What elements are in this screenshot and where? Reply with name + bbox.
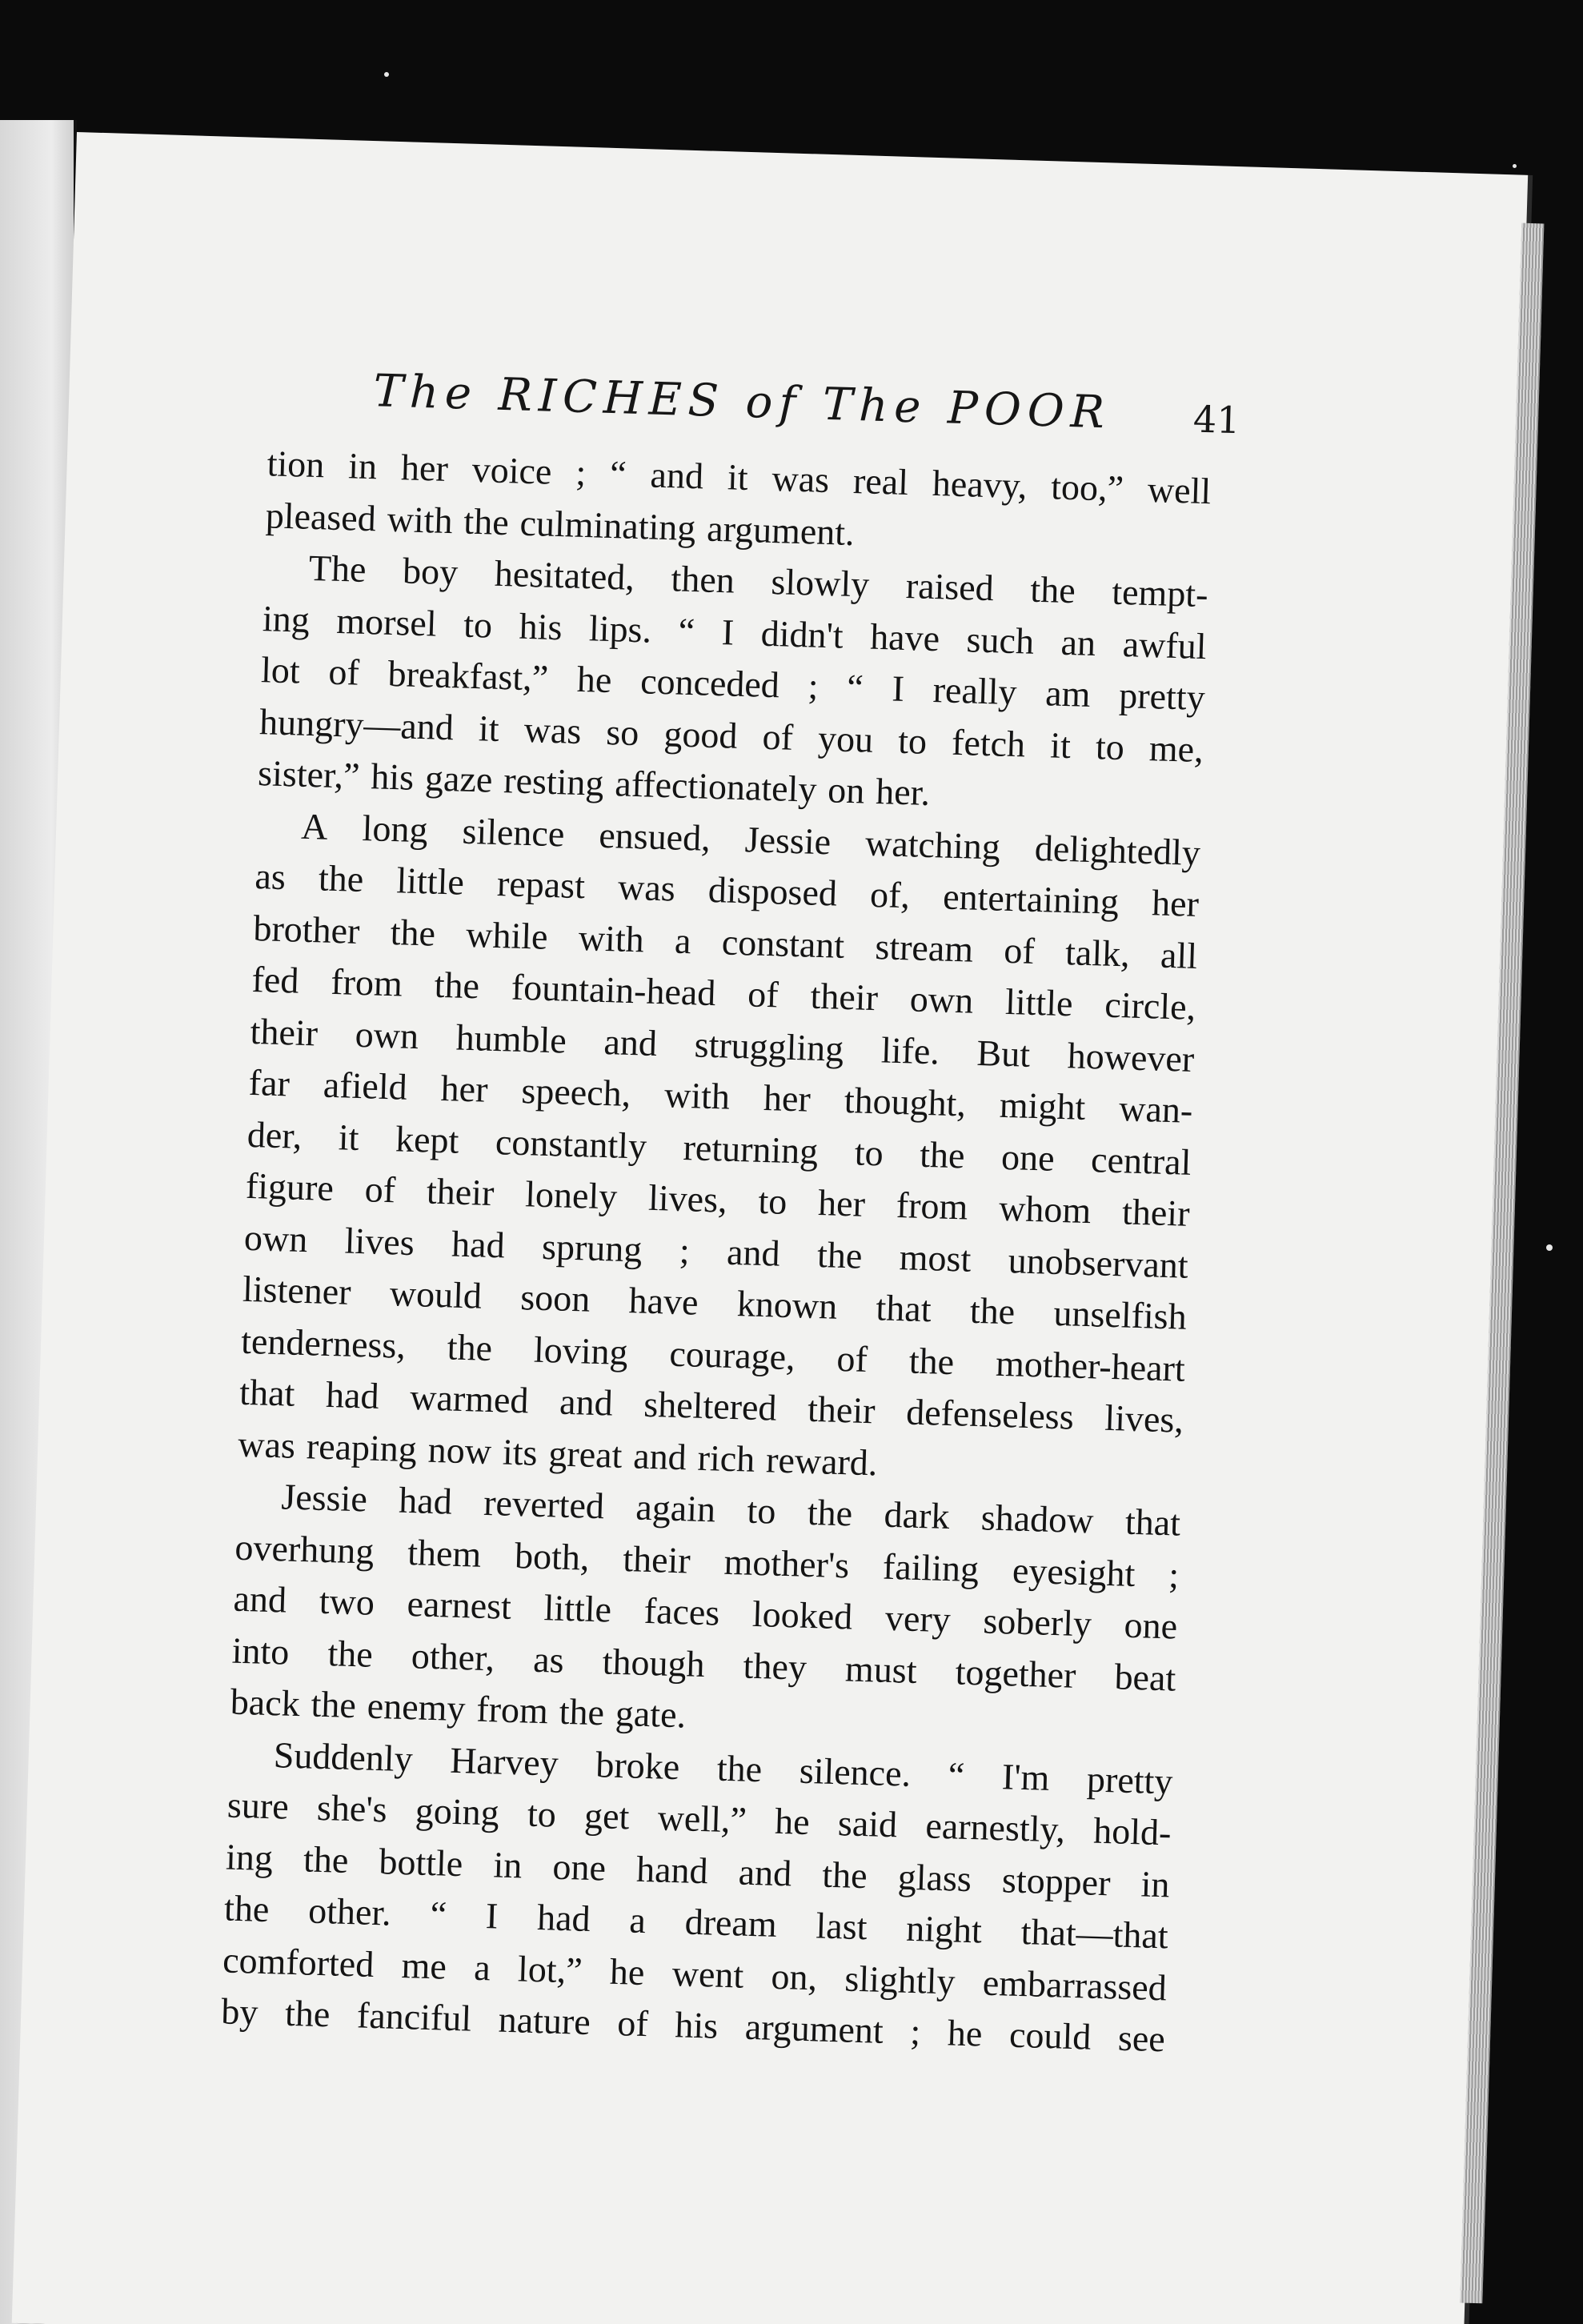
text-line: comforted me a lot,” he went on, slightly embarrassed	[222, 1938, 1168, 2008]
text-line: The boy hesitated, then slowly raised the tempt-	[308, 547, 1209, 615]
text-line: A long silence ensued, Jessie watching delightedly	[300, 805, 1201, 873]
text-line: figure of their lonely lives, to her from whom their	[245, 1164, 1191, 1234]
text-line: own lives had sprung ; and the most unobservant	[243, 1216, 1189, 1286]
text-line: brother the while with a constant stream of talk, all	[252, 907, 1198, 976]
running-header: The RICHES of The POOR	[372, 365, 1112, 439]
text-line: listener would soon have known that the unselfish	[242, 1268, 1188, 1337]
text-line: Suddenly Harvey broke the silence. “ I'm pretty	[273, 1733, 1174, 1802]
text-line: der, it kept constantly returning to the one central	[246, 1113, 1192, 1183]
body-text	[220, 438, 1212, 2066]
text-line: ing the bottle in one hand and the glass stopper in	[225, 1835, 1171, 1905]
text-line: Jessie had reverted again to the dark shadow that	[280, 1476, 1181, 1544]
text-line: overhung them both, their mother's failing eyesight ;	[234, 1526, 1180, 1596]
text-line: as the little repast was disposed of, entertaining her	[254, 855, 1200, 925]
text-line: into the other, as though they must together beat	[231, 1629, 1177, 1699]
text-line: by the fanciful nature of his argument ; he could see	[220, 1990, 1166, 2060]
text-line: back the enemy from the gate.	[230, 1681, 687, 1736]
text-line: tion in her voice ; “ and it was real heavy, too,” well	[267, 443, 1212, 512]
text-line: ing morsel to his lips. “ I didn't have such an awful	[262, 597, 1208, 667]
text-line: and two earnest little faces looked very soberly one	[232, 1577, 1178, 1647]
text-line: that had warmed and sheltered their defenseless lives,	[238, 1371, 1184, 1440]
scan-speck	[1546, 1244, 1553, 1251]
text-line: far afield her speech, with her thought, might wan-	[248, 1061, 1194, 1131]
text-line: pleased with the culminating argument.	[265, 494, 856, 553]
text-line: lot of breakfast,” he conceded ; “ I really am pretty	[260, 649, 1206, 719]
text-line: hungry—and it was so good of you to fetch it to me,	[258, 700, 1204, 770]
text-line: sister,” his gaze resting affectionately on her.	[257, 752, 931, 813]
text-line: the other. “ I had a dream last night that—that	[223, 1887, 1169, 1957]
text-line: their own humble and struggling life. But however	[250, 1010, 1195, 1080]
text-line: was reaping now its great and rich reward.	[237, 1423, 879, 1483]
text-line: sure she's going to get well,” he said earnestly, hold-	[226, 1784, 1172, 1853]
scan-speck	[384, 72, 389, 77]
text-line: fed from the fountain-head of their own little circle,	[250, 958, 1196, 1028]
page-number: 41	[1192, 397, 1241, 443]
book-page	[12, 132, 1528, 2324]
scan-speck	[1513, 164, 1517, 168]
text-line: tenderness, the loving courage, of the mother-heart	[240, 1320, 1186, 1389]
